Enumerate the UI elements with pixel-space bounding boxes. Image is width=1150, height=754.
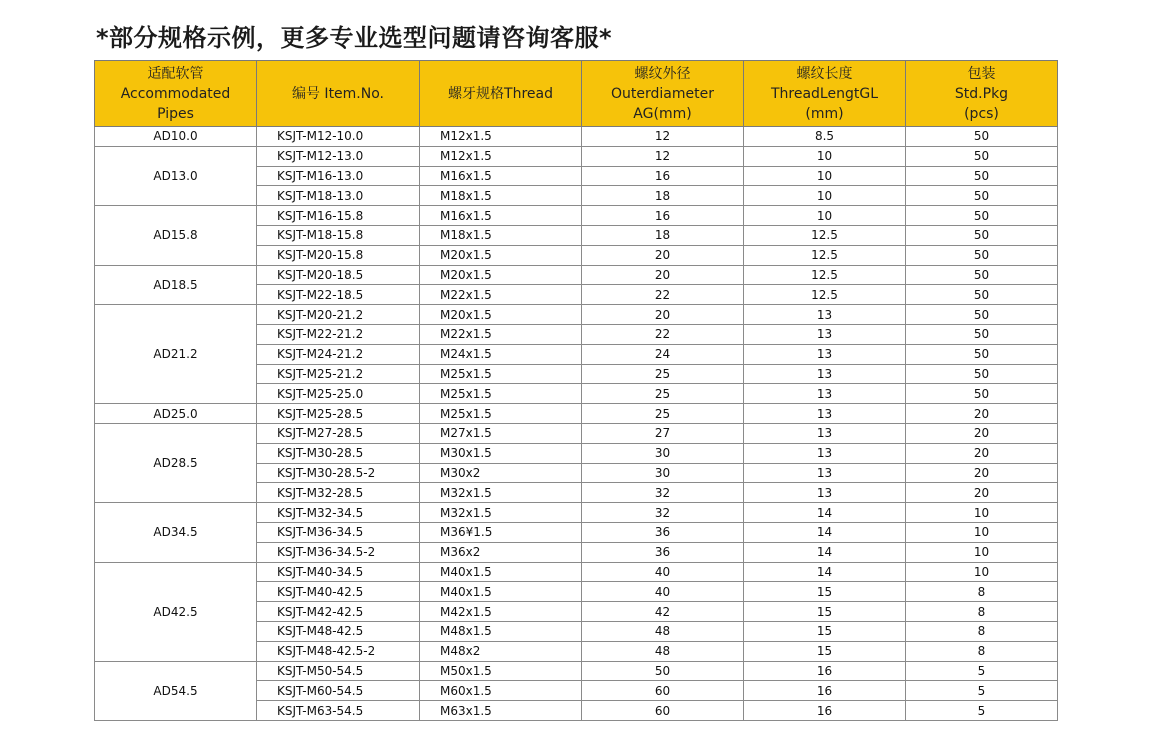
item-no-cell: KSJT-M40-34.5 (257, 562, 420, 582)
outer-diameter-cell: 27 (582, 423, 744, 443)
item-no-cell: KSJT-M25-21.2 (257, 364, 420, 384)
thread-length-cell: 13 (744, 404, 906, 424)
thread-cell: M48x1.5 (420, 621, 582, 641)
outer-diameter-cell: 60 (582, 681, 744, 701)
std-pkg-cell: 50 (906, 285, 1058, 305)
header-od-line: Outerdiameter (611, 85, 714, 102)
std-pkg-cell: 20 (906, 423, 1058, 443)
thread-length-cell: 13 (744, 364, 906, 384)
std-pkg-cell: 10 (906, 562, 1058, 582)
outer-diameter-cell: 20 (582, 245, 744, 265)
thread-length-cell: 14 (744, 522, 906, 542)
thread-length-cell: 13 (744, 344, 906, 364)
std-pkg-cell: 50 (906, 166, 1058, 186)
thread-length-cell: 12.5 (744, 245, 906, 265)
header-len-line: ThreadLengtGL (770, 85, 879, 102)
outer-diameter-cell: 40 (582, 562, 744, 582)
thread-cell: M40x1.5 (420, 562, 582, 582)
item-no-cell: KSJT-M36-34.5-2 (257, 542, 420, 562)
thread-cell: M60x1.5 (420, 681, 582, 701)
item-no-cell: KSJT-M50-54.5 (257, 661, 420, 681)
table-row (95, 661, 1058, 681)
outer-diameter-cell: 50 (582, 661, 744, 681)
item-no-cell: KSJT-M48-42.5 (257, 621, 420, 641)
thread-length-cell: 16 (744, 661, 906, 681)
std-pkg-cell: 50 (906, 364, 1058, 384)
pipe-size-cell: AD28.5 (95, 423, 257, 502)
outer-diameter-cell: 36 (582, 542, 744, 562)
thread-length-cell: 15 (744, 641, 906, 661)
std-pkg-cell: 50 (906, 206, 1058, 226)
pipe-size-cell: AD10.0 (95, 127, 257, 147)
outer-diameter-cell: 22 (582, 324, 744, 344)
std-pkg-cell: 10 (906, 522, 1058, 542)
outer-diameter-cell: 30 (582, 463, 744, 483)
thread-length-cell: 13 (744, 443, 906, 463)
thread-cell: M40x1.5 (420, 582, 582, 602)
std-pkg-cell: 8 (906, 582, 1058, 602)
outer-diameter-cell: 42 (582, 602, 744, 622)
thread-cell: M32x1.5 (420, 503, 582, 523)
table-row (95, 146, 1058, 166)
std-pkg-cell: 8 (906, 621, 1058, 641)
thread-cell: M18x1.5 (420, 186, 582, 206)
thread-length-cell: 15 (744, 621, 906, 641)
thread-length-cell: 14 (744, 503, 906, 523)
thread-length-cell: 13 (744, 463, 906, 483)
thread-cell: M36¥1.5 (420, 522, 582, 542)
item-no-cell: KSJT-M18-13.0 (257, 186, 420, 206)
std-pkg-cell: 20 (906, 443, 1058, 463)
outer-diameter-cell: 12 (582, 146, 744, 166)
item-no-cell: KSJT-M20-15.8 (257, 245, 420, 265)
std-pkg-cell: 50 (906, 344, 1058, 364)
item-no-cell: KSJT-M30-28.5 (257, 443, 420, 463)
thread-length-cell: 12.5 (744, 285, 906, 305)
std-pkg-cell: 50 (906, 127, 1058, 147)
table-row (95, 305, 1058, 325)
header-od-line: AG(mm) (633, 105, 692, 122)
item-no-cell: KSJT-M42-42.5 (257, 602, 420, 622)
header-pipes-line: 适配软管 (147, 65, 204, 82)
outer-diameter-cell: 20 (582, 305, 744, 325)
table-row (95, 265, 1058, 285)
std-pkg-cell: 50 (906, 186, 1058, 206)
header-od-line: 螺纹外径 (634, 65, 691, 82)
header-std-pkg (906, 61, 1058, 127)
header-pipes-line: Accommodated (120, 85, 231, 102)
header-row (95, 61, 1058, 127)
item-no-cell: KSJT-M25-28.5 (257, 404, 420, 424)
thread-length-cell: 10 (744, 166, 906, 186)
std-pkg-cell: 50 (906, 305, 1058, 325)
thread-cell: M22x1.5 (420, 324, 582, 344)
table-row (95, 404, 1058, 424)
thread-length-cell: 13 (744, 423, 906, 443)
item-no-cell: KSJT-M20-21.2 (257, 305, 420, 325)
header-pkg-line: Std.Pkg (954, 85, 1009, 102)
thread-cell: M30x1.5 (420, 443, 582, 463)
thread-length-cell: 13 (744, 324, 906, 344)
thread-cell: M20x1.5 (420, 245, 582, 265)
item-no-cell: KSJT-M32-34.5 (257, 503, 420, 523)
thread-cell: M25x1.5 (420, 364, 582, 384)
item-no-cell: KSJT-M16-15.8 (257, 206, 420, 226)
outer-diameter-cell: 60 (582, 701, 744, 721)
outer-diameter-cell: 18 (582, 225, 744, 245)
thread-length-cell: 15 (744, 602, 906, 622)
table-row (95, 206, 1058, 226)
thread-cell: M50x1.5 (420, 661, 582, 681)
std-pkg-cell: 5 (906, 681, 1058, 701)
thread-cell: M32x1.5 (420, 483, 582, 503)
thread-length-cell: 14 (744, 562, 906, 582)
std-pkg-cell: 50 (906, 245, 1058, 265)
table-row (95, 562, 1058, 582)
thread-cell: M12x1.5 (420, 146, 582, 166)
pipe-size-cell: AD15.8 (95, 206, 257, 265)
outer-diameter-cell: 25 (582, 404, 744, 424)
outer-diameter-cell: 48 (582, 641, 744, 661)
thread-length-cell: 16 (744, 681, 906, 701)
item-no-cell: KSJT-M27-28.5 (257, 423, 420, 443)
thread-length-cell: 12.5 (744, 265, 906, 285)
thread-length-cell: 15 (744, 582, 906, 602)
header-len-line: (mm) (805, 105, 844, 122)
std-pkg-cell: 10 (906, 542, 1058, 562)
item-no-cell: KSJT-M60-54.5 (257, 681, 420, 701)
thread-cell: M27x1.5 (420, 423, 582, 443)
std-pkg-cell: 8 (906, 602, 1058, 622)
thread-cell: M25x1.5 (420, 404, 582, 424)
item-no-cell: KSJT-M18-15.8 (257, 225, 420, 245)
header-pkg-line: (pcs) (964, 105, 999, 122)
table-row (95, 423, 1058, 443)
header-pkg-line: 包装 (967, 65, 996, 82)
thread-cell: M18x1.5 (420, 225, 582, 245)
outer-diameter-cell: 20 (582, 265, 744, 285)
thread-length-cell: 13 (744, 305, 906, 325)
header-thread-length (744, 61, 906, 127)
item-no-cell: KSJT-M36-34.5 (257, 522, 420, 542)
page-title: *部分规格示例，更多专业选型问题请咨询客服* (96, 24, 613, 52)
header-len-line: 螺纹长度 (796, 65, 853, 82)
thread-cell: M30x2 (420, 463, 582, 483)
pipe-size-cell: AD18.5 (95, 265, 257, 305)
item-no-cell: KSJT-M48-42.5-2 (257, 641, 420, 661)
header-pipes-line: Pipes (157, 105, 194, 122)
thread-length-cell: 10 (744, 146, 906, 166)
std-pkg-cell: 50 (906, 265, 1058, 285)
thread-cell: M20x1.5 (420, 305, 582, 325)
header-item-no-line: 编号 Item.No. (291, 85, 384, 102)
outer-diameter-cell: 36 (582, 522, 744, 542)
item-no-cell: KSJT-M16-13.0 (257, 166, 420, 186)
header-outer-diameter (582, 61, 744, 127)
thread-cell: M12x1.5 (420, 127, 582, 147)
item-no-cell: KSJT-M22-18.5 (257, 285, 420, 305)
thread-length-cell: 13 (744, 384, 906, 404)
thread-length-cell: 14 (744, 542, 906, 562)
thread-length-cell: 10 (744, 206, 906, 226)
table-row (95, 127, 1058, 147)
std-pkg-cell: 20 (906, 404, 1058, 424)
thread-length-cell: 10 (744, 186, 906, 206)
spec-table (94, 60, 1058, 721)
header-thread-line: 螺牙规格Thread (448, 85, 553, 102)
std-pkg-cell: 5 (906, 701, 1058, 721)
outer-diameter-cell: 48 (582, 621, 744, 641)
item-no-cell: KSJT-M63-54.5 (257, 701, 420, 721)
outer-diameter-cell: 32 (582, 483, 744, 503)
thread-length-cell: 13 (744, 483, 906, 503)
std-pkg-cell: 50 (906, 384, 1058, 404)
header-item-no (257, 61, 420, 127)
thread-cell: M22x1.5 (420, 285, 582, 305)
std-pkg-cell: 50 (906, 324, 1058, 344)
item-no-cell: KSJT-M24-21.2 (257, 344, 420, 364)
thread-cell: M16x1.5 (420, 206, 582, 226)
outer-diameter-cell: 18 (582, 186, 744, 206)
item-no-cell: KSJT-M40-42.5 (257, 582, 420, 602)
thread-length-cell: 12.5 (744, 225, 906, 245)
pipe-size-cell: AD34.5 (95, 503, 257, 562)
spec-table-header (95, 61, 1058, 127)
thread-cell: M36x2 (420, 542, 582, 562)
thread-cell: M63x1.5 (420, 701, 582, 721)
pipe-size-cell: AD25.0 (95, 404, 257, 424)
item-no-cell: KSJT-M20-18.5 (257, 265, 420, 285)
std-pkg-cell: 20 (906, 463, 1058, 483)
outer-diameter-cell: 12 (582, 127, 744, 147)
thread-cell: M48x2 (420, 641, 582, 661)
outer-diameter-cell: 30 (582, 443, 744, 463)
outer-diameter-cell: 16 (582, 206, 744, 226)
thread-length-cell: 16 (744, 701, 906, 721)
outer-diameter-cell: 16 (582, 166, 744, 186)
item-no-cell: KSJT-M12-13.0 (257, 146, 420, 166)
item-no-cell: KSJT-M25-25.0 (257, 384, 420, 404)
thread-length-cell: 8.5 (744, 127, 906, 147)
std-pkg-cell: 5 (906, 661, 1058, 681)
header-pipes (95, 61, 257, 127)
pipe-size-cell: AD13.0 (95, 146, 257, 205)
std-pkg-cell: 8 (906, 641, 1058, 661)
table-row (95, 503, 1058, 523)
item-no-cell: KSJT-M32-28.5 (257, 483, 420, 503)
thread-cell: M24x1.5 (420, 344, 582, 364)
std-pkg-cell: 20 (906, 483, 1058, 503)
outer-diameter-cell: 22 (582, 285, 744, 305)
spec-table-body (95, 127, 1058, 721)
outer-diameter-cell: 25 (582, 364, 744, 384)
std-pkg-cell: 50 (906, 225, 1058, 245)
outer-diameter-cell: 25 (582, 384, 744, 404)
thread-cell: M16x1.5 (420, 166, 582, 186)
thread-cell: M25x1.5 (420, 384, 582, 404)
pipe-size-cell: AD42.5 (95, 562, 257, 661)
thread-cell: M20x1.5 (420, 265, 582, 285)
std-pkg-cell: 10 (906, 503, 1058, 523)
item-no-cell: KSJT-M12-10.0 (257, 127, 420, 147)
std-pkg-cell: 50 (906, 146, 1058, 166)
outer-diameter-cell: 24 (582, 344, 744, 364)
thread-cell: M42x1.5 (420, 602, 582, 622)
pipe-size-cell: AD21.2 (95, 305, 257, 404)
outer-diameter-cell: 40 (582, 582, 744, 602)
item-no-cell: KSJT-M22-21.2 (257, 324, 420, 344)
header-thread (420, 61, 582, 127)
item-no-cell: KSJT-M30-28.5-2 (257, 463, 420, 483)
outer-diameter-cell: 32 (582, 503, 744, 523)
pipe-size-cell: AD54.5 (95, 661, 257, 720)
